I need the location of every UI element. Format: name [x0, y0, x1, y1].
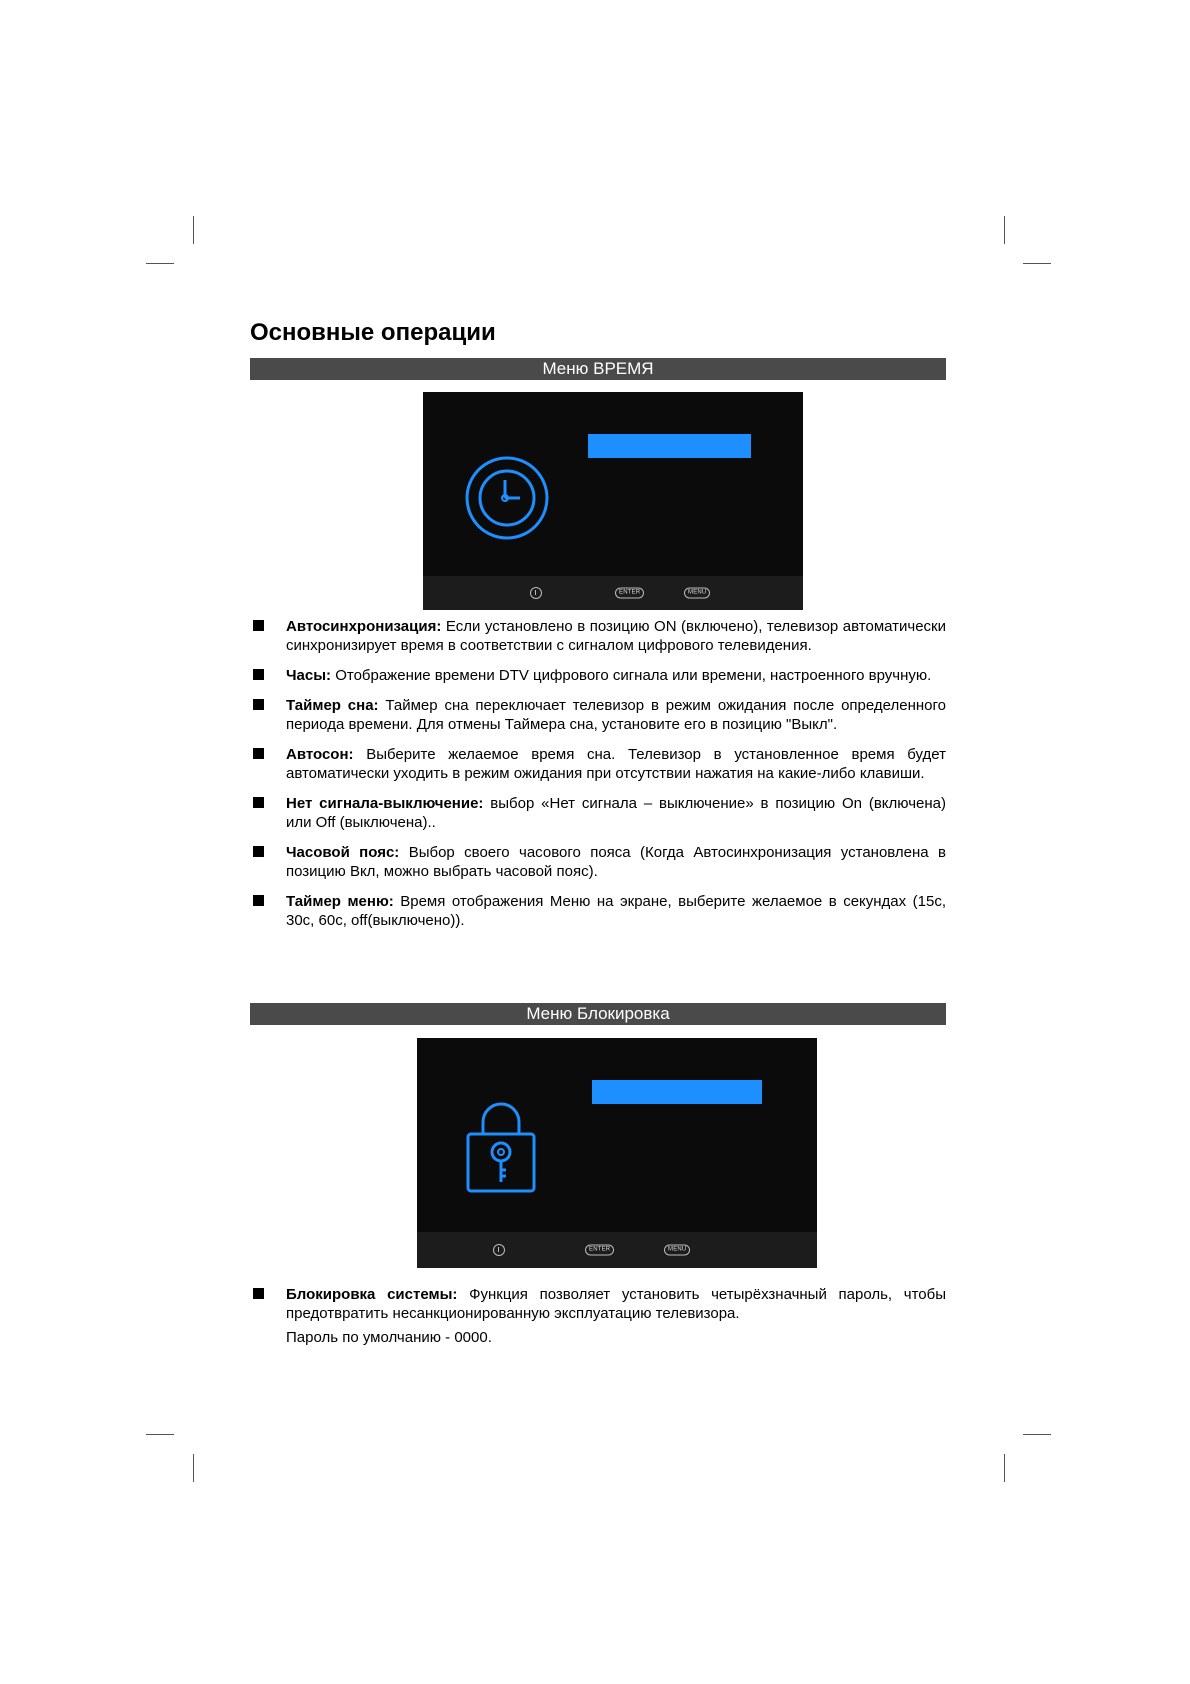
item-text: Отображение времени DTV цифрового сигнала или времени, настроенного вручную.: [331, 667, 932, 684]
bullet-square-icon: [253, 1288, 264, 1299]
crop-mark: [1023, 263, 1051, 264]
item-term: Блокировка системы:: [286, 1286, 458, 1303]
menu-key-icon: MENU: [684, 588, 710, 599]
lock-menu-items: [250, 1285, 946, 1334]
item-term: Автосон:: [286, 746, 354, 763]
screen-key-bar: [423, 576, 803, 610]
item-term: Таймер меню:: [286, 893, 394, 910]
list-item: [250, 745, 946, 783]
item-text: выбор «Нет сигнала – выключение» в позицию On (включена) или Off (выключена)..: [286, 795, 946, 831]
item-term: Нет сигнала-выключение:: [286, 795, 484, 812]
item-text: Функция позволяет установить четырёхзначный пароль, чтобы предотвратить несанкционированную эксплуатацию телевизора.: [286, 1286, 946, 1322]
crop-mark: [193, 216, 194, 244]
menu-highlight-bar: [592, 1080, 762, 1104]
menu-highlight-bar: [588, 434, 751, 458]
crop-mark: [1023, 1434, 1051, 1435]
bullet-square-icon: [253, 846, 264, 857]
list-item: [250, 843, 946, 881]
screen-key-bar: [417, 1232, 817, 1268]
list-item: [250, 1285, 946, 1323]
padlock-key-icon: [465, 1100, 537, 1194]
enter-key-icon: ENTER: [585, 1245, 614, 1256]
time-menu-screen: [423, 392, 803, 610]
bullet-square-icon: [253, 748, 264, 759]
enter-key-icon: ENTER: [615, 588, 644, 599]
bullet-square-icon: [253, 797, 264, 808]
bullet-square-icon: [253, 895, 264, 906]
page-title: Основные операции: [250, 319, 496, 346]
clock-icon: [463, 454, 551, 542]
bullet-square-icon: [253, 620, 264, 631]
item-term: Часы:: [286, 667, 332, 684]
item-text: Выбор своего часового пояса (Когда Автосинхронизация установлена в позицию Вкл, можно выбрать часовой пояс).: [286, 844, 947, 880]
item-text: Время отображения Меню на экране, выберите желаемое в секундах (15с, 30с, 60с, off(выключено)).: [286, 893, 946, 929]
lock-menu-screen: [417, 1038, 817, 1268]
list-item: [250, 666, 946, 685]
menu-key-icon: MENU: [664, 1245, 690, 1256]
list-item: [250, 696, 946, 734]
section-heading-lock: Меню Блокировка: [250, 1003, 946, 1025]
item-text: Если установлено в позицию ON (включено), телевизор автоматически синхронизирует время в соответствии с сигналом цифрового телевидения.: [286, 618, 946, 654]
item-text: Таймер сна переключает телевизор в режим ожидания после определенного периода времени. Для отмены Таймера сна, установите его в позицию "Выкл".: [286, 697, 946, 733]
bullet-square-icon: [253, 669, 264, 680]
list-item: [250, 617, 946, 655]
crop-mark: [1004, 216, 1005, 244]
navigate-key-icon: [530, 587, 542, 599]
crop-mark: [193, 1454, 194, 1482]
item-term: Часовой пояс:: [286, 844, 400, 861]
crop-mark: [146, 1434, 174, 1435]
bullet-square-icon: [253, 699, 264, 710]
default-password-note: Пароль по умолчанию - 0000.: [286, 1329, 492, 1346]
time-menu-items: [250, 617, 946, 941]
list-item: [250, 892, 946, 930]
list-item: [250, 794, 946, 832]
item-term: Автосинхронизация:: [286, 618, 442, 635]
item-text: Выберите желаемое время сна. Телевизор в установленное время будет автоматически уходить в режим ожидания при отсутствии нажатия на какие-либо клавиши.: [286, 746, 946, 782]
crop-mark: [146, 263, 174, 264]
crop-mark: [1004, 1454, 1005, 1482]
item-term: Таймер сна:: [286, 697, 379, 714]
section-heading-time: Меню ВРЕМЯ: [250, 358, 946, 380]
navigate-key-icon: [493, 1244, 505, 1256]
